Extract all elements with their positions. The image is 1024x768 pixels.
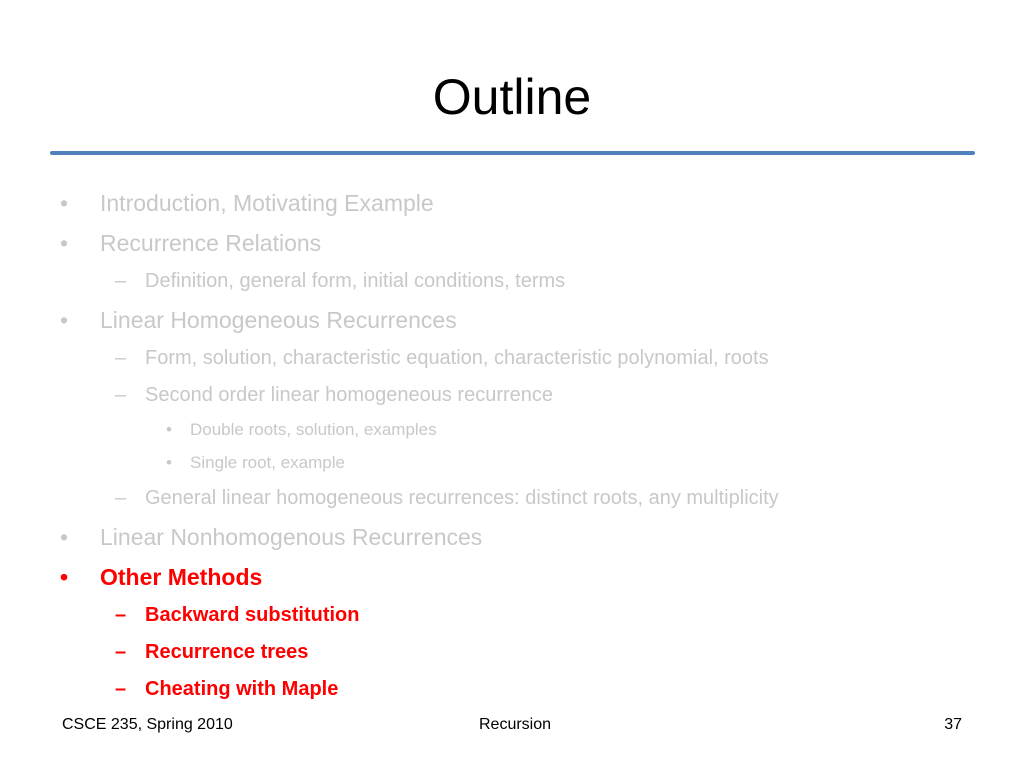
outline-item-text: Linear Homogeneous Recurrences [100,307,457,333]
outline-item-text: Cheating with Maple [145,678,339,700]
footer-course: CSCE 235, Spring 2010 [62,716,233,733]
dash-bullet-icon: – [115,678,127,700]
outline-item-level-2 [58,674,978,711]
outline-item-level-2 [58,266,978,303]
dash-bullet-icon: – [115,487,127,509]
outline-item-level-3 [58,417,978,450]
outline-item-level-2 [58,380,978,417]
outline-item-text: Form, solution, characteristic equation, characteristic polynomial, roots [145,347,769,369]
slide-title: Outline [432,69,592,125]
outline-item-level-1 [58,186,978,226]
outline-item-text: Definition, general form, initial conditions, terms [145,270,566,292]
bullet-icon: • [60,564,69,590]
dash-bullet-icon: – [115,270,127,292]
outline-item-level-2 [58,483,978,520]
outline-item-text: Other Methods [100,564,263,590]
dash-bullet-icon: – [115,384,127,406]
dash-bullet-icon: – [115,347,127,369]
outline-item-text: Single root, example [190,453,345,472]
outline-item-level-1 [58,226,978,266]
outline-item-level-2 [58,600,978,637]
outline-item-level-1 [58,560,978,600]
bullet-icon: • [60,190,69,216]
bullet-icon: • [60,230,69,256]
dash-bullet-icon: – [115,604,127,626]
footer-page-number: 37 [944,716,962,733]
outline-item-text: Recurrence trees [145,641,309,663]
outline-item-level-1 [58,520,978,560]
outline-item-text: Introduction, Motivating Example [100,190,434,216]
outline-item-level-1 [58,303,978,343]
outline-item-text: Backward substitution [145,604,360,626]
outline-list [58,186,978,711]
outline-item-level-2 [58,637,978,674]
bullet-icon: • [60,307,69,333]
title-underline [50,151,975,155]
outline-item-text: Second order linear homogeneous recurrence [145,384,554,406]
outline-item-level-2 [58,343,978,380]
footer-topic: Recursion [478,716,552,733]
outline-item-text: Linear Nonhomogenous Recurrences [100,524,483,550]
outline-item-level-3 [58,450,978,483]
bullet-icon: • [60,524,69,550]
outline-item-text: Recurrence Relations [100,230,322,256]
outline-item-text: General linear homogeneous recurrences: distinct roots, any multiplicity [145,487,779,509]
bullet-icon: • [166,453,172,472]
bullet-icon: • [166,420,172,439]
outline-item-text: Double roots, solution, examples [190,420,437,439]
dash-bullet-icon: – [115,641,127,663]
